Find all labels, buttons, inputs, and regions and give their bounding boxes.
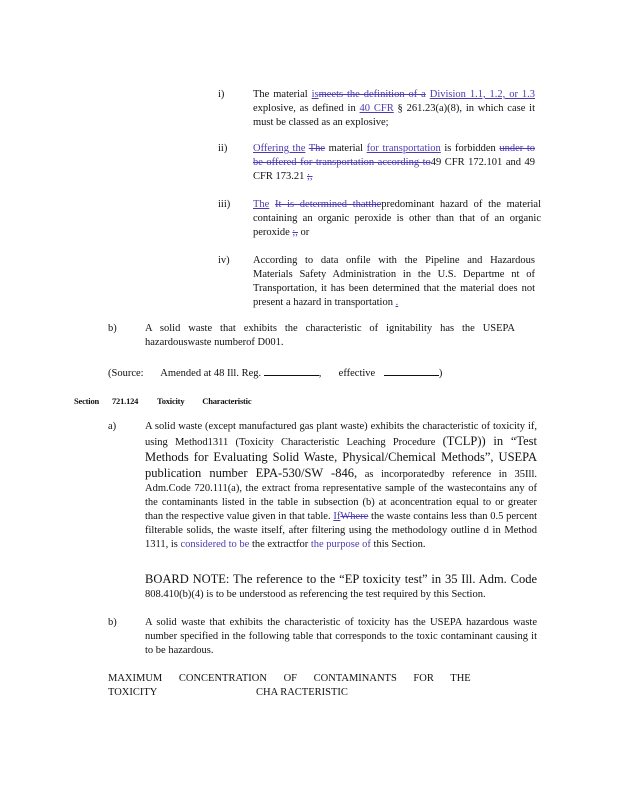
item-ii-text — [253, 142, 535, 184]
deletion: under to be offered for transportation according to — [253, 143, 536, 168]
table-heading-line1: MAXIMUM CONCENTRATION OF CONTAMINANTS FOR THE TOXICITY — [108, 673, 471, 698]
deletion: ;, — [292, 227, 298, 238]
item-a2-big: (TCLP)) in “Test Methods for Evaluating Solid Waste, Physical/Chemical Methods”, USEPA publication number EPA-530/SW -846, — [145, 434, 538, 480]
item-ii-label: ii) — [218, 143, 228, 154]
insertion: The — [253, 199, 270, 210]
source-line — [108, 366, 508, 381]
item-iii-label: iii) — [218, 199, 231, 210]
insertion: the purpose of — [310, 539, 371, 550]
item-iv-label: iv) — [218, 255, 230, 266]
item-iii-t2: or — [300, 227, 310, 238]
deletion: meets the definition of a — [318, 89, 426, 100]
item-i-t1: The material — [253, 89, 308, 100]
item-b1-label: b) — [108, 323, 117, 334]
item-a2-t5: this Section. — [373, 539, 426, 550]
item-a2-label: a) — [108, 421, 117, 432]
item-ii-t3: 49 CFR 172.101 and 49 CFR 173.21 — [253, 157, 536, 182]
item-ii-t2: is forbidden — [444, 143, 496, 154]
item-iii-text — [253, 198, 541, 240]
section-title: Toxicity Characteristic — [157, 396, 252, 406]
board-note — [145, 572, 537, 602]
item-i-text — [253, 88, 535, 130]
insertion: 40 CFR — [359, 103, 394, 114]
table-heading-line2: CHA RACTERISTIC — [256, 687, 348, 698]
section-number: 721.124 — [112, 396, 139, 406]
deletion: The — [308, 143, 326, 154]
insertion: is — [311, 89, 319, 100]
item-i-t3: § 261.23(a)(8), in which case it must be classed as an explosive; — [253, 103, 536, 128]
deletion: ;, — [306, 171, 313, 182]
item-b2-label: b) — [108, 617, 117, 628]
source-comma: , — [318, 368, 322, 379]
insertion: for transportation — [366, 143, 441, 154]
insertion: . — [395, 297, 399, 308]
source-amended: Amended at 48 Ill. Reg. — [160, 368, 262, 379]
source-effective: effective — [338, 368, 376, 379]
reg-blank — [264, 366, 319, 376]
board-note-rest: 808.410(b)(4) is to be understood as referencing the test required by this Section. — [145, 589, 486, 600]
item-a2-t3: the waste contains less than 0.5 percent filterable solids, the waste itself, after filtering using the methodology outline d in Method 1311, is — [145, 511, 538, 550]
insertion: Division 1.1, 1.2, or 1.3 — [429, 89, 535, 100]
item-a2-t2: as incorporatedby reference in 35Ill. Adm.Code 720.111(a), the extract froma representative sample of the wastecontains any of the contaminants listed in the table in subsection (b) at aconcentration equal to or greater than the respective value given in that table. — [145, 469, 537, 522]
deletion: Where — [340, 511, 369, 522]
item-iv-text — [253, 254, 535, 310]
item-iv-t1: According to data onfile with the Pipeline and Hazardous Materials Safety Administration in the U.S. Departme nt of Transportation, it has been determined that the material does not present a hazard in transportation — [253, 255, 535, 308]
insertion: considered to be — [180, 539, 250, 550]
deletion: It is determined thatthe — [275, 199, 382, 210]
item-ii-t1: material — [328, 143, 364, 154]
item-a2-t4: the extractfor — [251, 539, 309, 550]
source-label: (Source: — [108, 368, 144, 379]
item-b2-text: A solid waste that exhibits the characteristic of toxicity has the USEPA hazardous waste number specified in the following table that corresponds to the toxic contaminant causing it to be hazardous. — [145, 617, 537, 656]
item-i-label: i) — [218, 89, 225, 100]
board-note-big: BOARD NOTE: The reference to the “EP toxicity test” in 35 Ill. Adm. Code — [145, 572, 537, 586]
source-close: ) — [438, 368, 443, 379]
item-iii-t1: predominant hazard of the material containing an organic peroxide is other than that of an organic peroxide — [253, 199, 541, 238]
item-a2-text — [145, 420, 537, 552]
section-word: Section — [74, 396, 100, 406]
insertion: If — [333, 511, 341, 522]
item-b1-text: A solid waste that exhibits the characteristic of ignitability has the USEPA hazardouswaste numberof D001. — [145, 323, 515, 348]
item-a2-t1: A solid waste (except manufactured gas plant waste) exhibits the characteristic of toxicity if, using Method1311 (Toxicity Characteristic Leaching Procedure — [145, 421, 537, 448]
insertion: Offering the — [253, 143, 306, 154]
effective-blank — [384, 366, 439, 376]
item-i-t2: explosive, as defined in — [253, 103, 356, 114]
